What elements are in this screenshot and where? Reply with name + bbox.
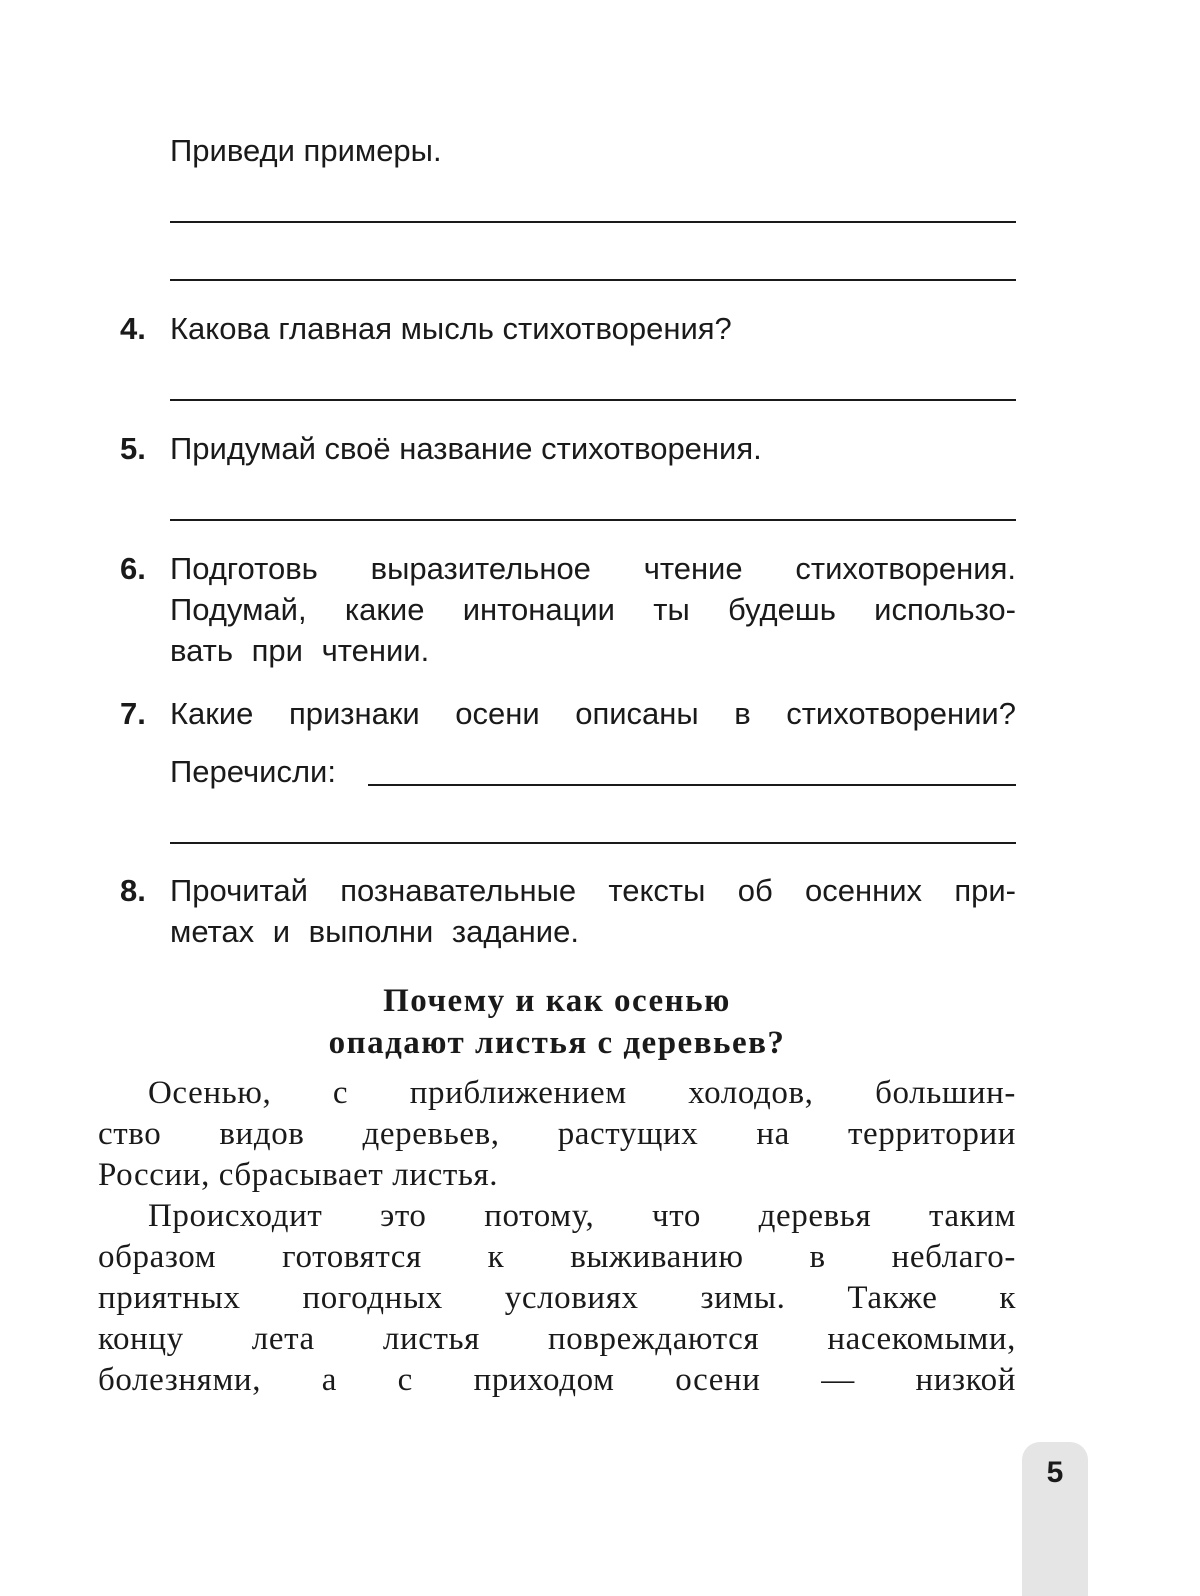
task-5-text: Придумай своё название стихотворения. — [170, 431, 762, 466]
task-4-text: Какова главная мысль стихотворения? — [170, 311, 732, 346]
task-6-number: 6. — [120, 551, 146, 586]
page-number: 5 — [1046, 1456, 1064, 1489]
intro-text: Приведи примеры. — [170, 133, 442, 168]
reading-line: Происходит это потому, что деревья таким — [148, 1198, 1016, 1234]
reading-line: России, сбрасывает листья. — [98, 1157, 499, 1193]
task-8-line-1: Прочитай познавательные тексты об осенних при- — [170, 873, 1016, 908]
task-6-line-2: Подумай, какие интонации ты будешь использо- — [170, 592, 1016, 627]
task-6-line-1: Подготовь выразительное чтение стихотворения. — [170, 551, 1016, 586]
task-6-line-3: вать при чтении. — [170, 633, 430, 668]
task-7-sublabel: Перечисли: — [170, 754, 336, 789]
reading-line: болезнями, а с приходом осени — низкой — [98, 1362, 1016, 1398]
reading-line: Осенью, с приближением холодов, большин- — [148, 1075, 1016, 1111]
reading-line: ство видов деревьев, растущих на территории — [98, 1116, 1016, 1152]
answer-line[interactable] — [170, 842, 1016, 844]
answer-line[interactable] — [170, 399, 1016, 401]
task-4-number: 4. — [120, 311, 146, 346]
answer-line[interactable] — [170, 519, 1016, 521]
reading-line: приятных погодных условиях зимы. Также к — [98, 1280, 1016, 1316]
task-7-number: 7. — [120, 696, 146, 731]
task-7-text: Какие признаки осени описаны в стихотворении? — [170, 696, 1016, 731]
reading-line: концу лета листья повреждаются насекомыми, — [98, 1321, 1016, 1357]
page-number-tab — [1022, 1442, 1088, 1596]
reading-line: образом готовятся к выживанию в неблаго- — [98, 1239, 1016, 1275]
answer-line[interactable] — [170, 279, 1016, 281]
reading-title-line-2: опадают листья с деревьев? — [328, 1025, 786, 1061]
answer-line[interactable] — [170, 221, 1016, 223]
task-8-line-2: метах и выполни задание. — [170, 914, 579, 949]
task-8-number: 8. — [120, 873, 146, 908]
task-5-number: 5. — [120, 431, 146, 466]
answer-line[interactable] — [368, 784, 1016, 786]
reading-title-line-1: Почему и как осенью — [383, 983, 731, 1019]
